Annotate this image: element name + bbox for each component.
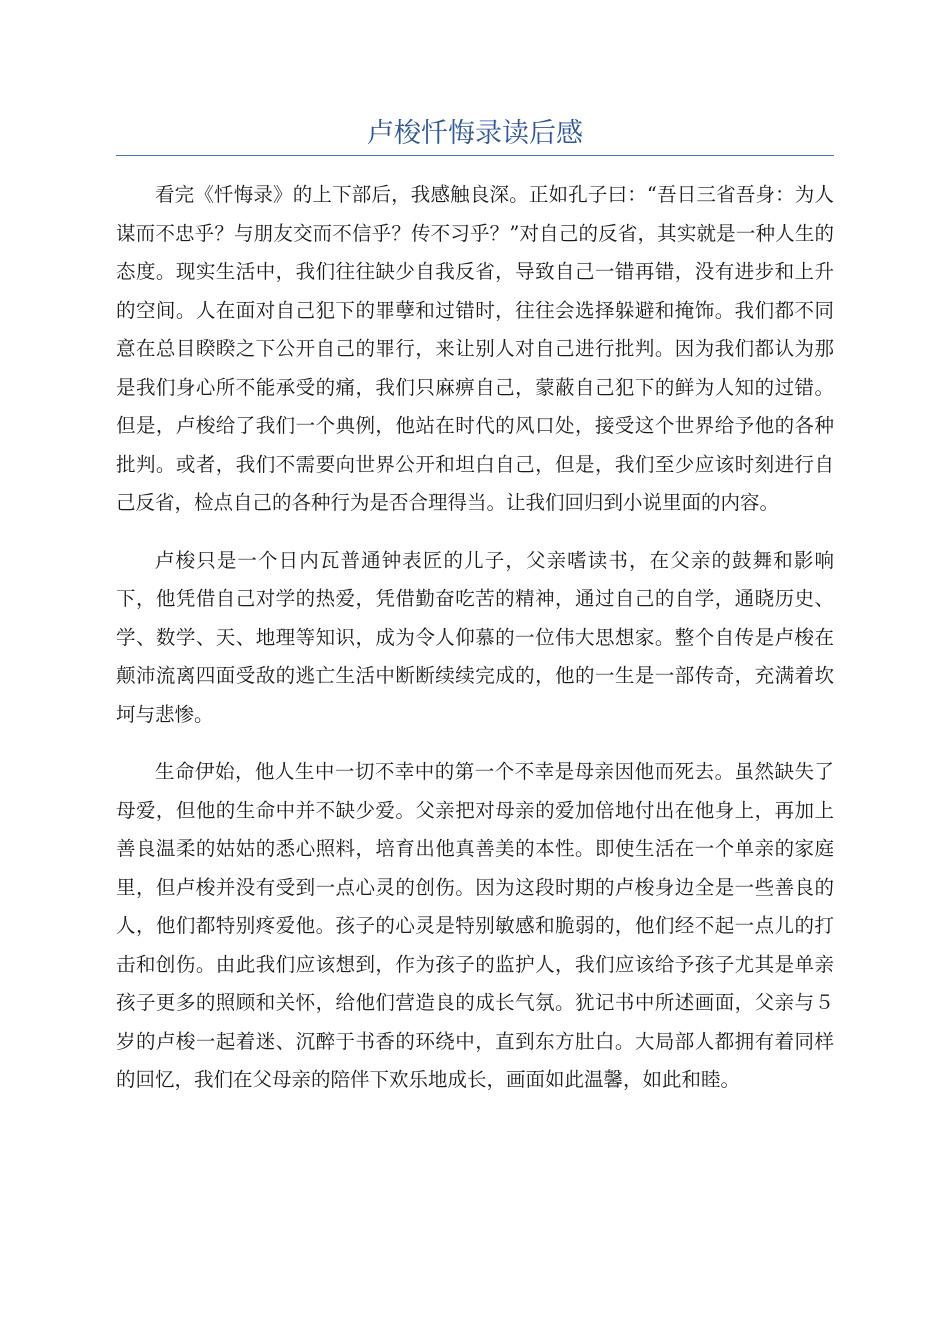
document-title: 卢梭忏悔录读后感 [367, 118, 583, 149]
title-underline [116, 155, 834, 156]
document-body [116, 176, 834, 1119]
paragraph-1: 看完《忏悔录》的上下部后，我感触良深。正如孔子曰：“吾日三省吾身：为人谋而不忠乎？与朋友交而不信乎？传不习乎？”对自己的反省，其实就是一种人生的态度。现实生活中，我们往往缺少自我反省，导致自己一错再错，没有进步和上升的空间。人在面对自己犯下的罪孽和过错时，往往会选择躲避和掩饰。我们都不同意在总目睽睽之下公开自己的罪行，来让别人对自己进行批判。因为我们都认为那是我们身心所不能承受的痛，我们只麻痹自己，蒙蔽自己犯下的鲜为人知的过错。但是，卢梭给了我们一个典例，他站在时代的风口处，接受这个世界给予他的各种批判。或者，我们不需要向世界公开和坦白自己，但是，我们至少应该时刻进行自己反省，检点自己的各种行为是否合理得当。让我们回归到小说里面的内容。 [116, 183, 834, 514]
paragraph-3: 生命伊始，他人生中一切不幸中的第一个不幸是母亲因他而死去。虽然缺失了母爱，但他的生命中并不缺少爱。父亲把对母亲的爱加倍地付出在他身上，再加上善良温柔的姑姑的悉心照料，培育出他真善美的本性。即使生活在一个单亲的家庭里，但卢梭并没有受到一点心灵的创伤。因为这段时期的卢梭身边全是一些善良的人，他们都特别疼爱他。孩子的心灵是特别敏感和脆弱的，他们经不起一点儿的打击和创伤。由此我们应该想到，作为孩子的监护人，我们应该给予孩子尤其是单亲孩子更多的照顾和关怀，给他们营造良的成长气氛。犹记书中所述画面，父亲与５岁的卢梭一起着迷、沉醉于书香的环绕中，直到东方肚白。大局部人都拥有着同样的回忆，我们在父母亲的陪伴下欢乐地成长，画面如此温馨，如此和睦。 [116, 760, 834, 1091]
paragraph-2: 卢梭只是一个日内瓦普通钟表匠的儿子，父亲嗜读书，在父亲的鼓舞和影响下，他凭借自己对学的热爱，凭借勤奋吃苦的精神，通过自己的自学，通晓历史、学、数学、天、地理等知识，成为令人仰慕的一位伟大思想家。整个自传是卢梭在颠沛流离四面受敌的逃亡生活中断断续续完成的，他的一生是一部传奇，充满着坎坷与悲惨。 [116, 548, 834, 726]
